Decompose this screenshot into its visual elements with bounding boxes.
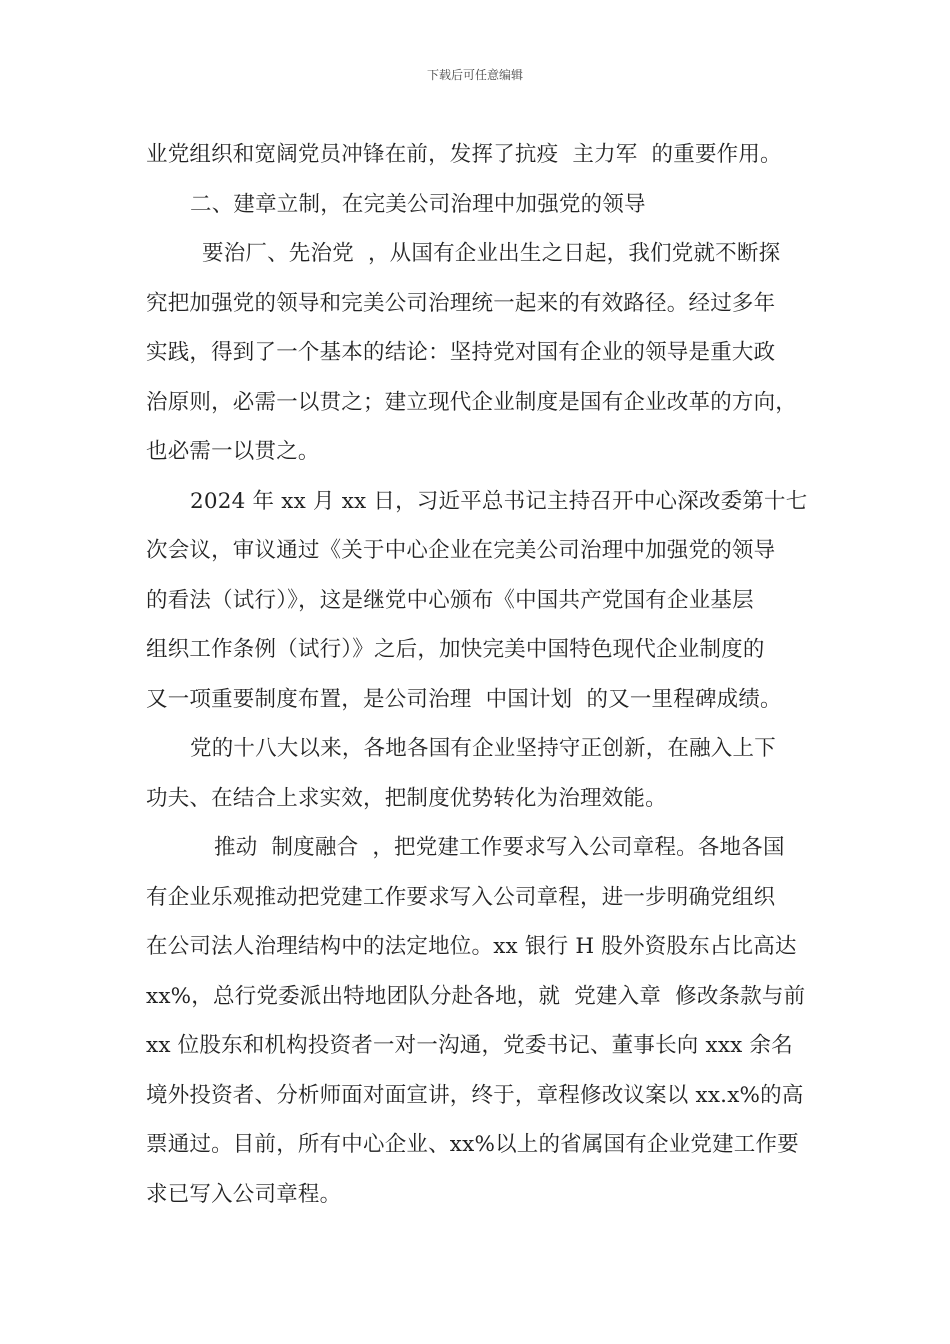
text-line: 党的十八大以来，各地各国有企业坚持守正创新，在融入上下 (190, 736, 776, 761)
text-line: xx 位股东和机构投资者一对一沟通，党委书记、董事长向 xxx 余名 (146, 1033, 793, 1058)
text-line: 的看法（试行）》，这是继党中心颁布《中国共产党国有企业基层 (146, 587, 754, 613)
text-line: 治原则，必需一以贯之；建立现代企业制度是国有企业改革的方向， (146, 389, 798, 415)
text-line: 业党组织和宽阔党员冲锋在前，发挥了抗疫 主力军 的重要作用。 (146, 142, 782, 167)
text-line: 2024 年 xx 月 xx 日，习近平总书记主持召开中心深改委第十七 (190, 488, 808, 514)
text-line: 推动 制度融合 ，把党建工作要求写入公司章程。各地各国 (214, 835, 785, 860)
section-heading: 二、建章立制，在完美公司治理中加强党的领导 (190, 191, 646, 217)
text-line: 功夫、在结合上求实效，把制度优势转化为治理效能。 (146, 785, 667, 811)
document-body (146, 130, 808, 1219)
text-line: 实践，得到了一个基本的结论：坚持党对国有企业的领导是重大政 (146, 340, 776, 365)
text-line: 究把加强党的领导和完美公司治理统一起来的有效路径。经过多年 (146, 290, 776, 316)
page-header: 下载后可任意编辑 (426, 68, 523, 82)
text-line: 也必需一以贯之。 (146, 439, 320, 464)
text-line: 又一项重要制度布置，是公司治理 中国计划 的又一里程碑成绩。 (146, 686, 782, 712)
text-line: 境外投资者、分析师面对面宣讲，终于，章程修改议案以 xx.x%的高 (146, 1082, 804, 1108)
text-line: 要治厂、先治党 ，从国有企业出生之日起，我们党就不断探 (202, 241, 781, 266)
text-line: xx%，总行党委派出特地团队分赴各地，就 党建入章 修改条款与前 (146, 983, 806, 1009)
text-line: 在公司法人治理结构中的法定地位。xx 银行 H 股外资股东占比高达 (146, 934, 797, 959)
text-line: 组织工作条例（试行）》之后，加快完美中国特色现代企业制度的 (146, 637, 765, 662)
text-line: 求已写入公司章程。 (146, 1181, 342, 1207)
text-line: 票通过。目前，所有中心企业、xx%以上的省属国有企业党建工作要 (146, 1132, 799, 1157)
text-line: 有企业乐观推动把党建工作要求写入公司章程，进一步明确党组织 (146, 884, 776, 910)
text-line: 次会议，审议通过《关于中心企业在完美公司治理中加强党的领导 (146, 538, 776, 563)
